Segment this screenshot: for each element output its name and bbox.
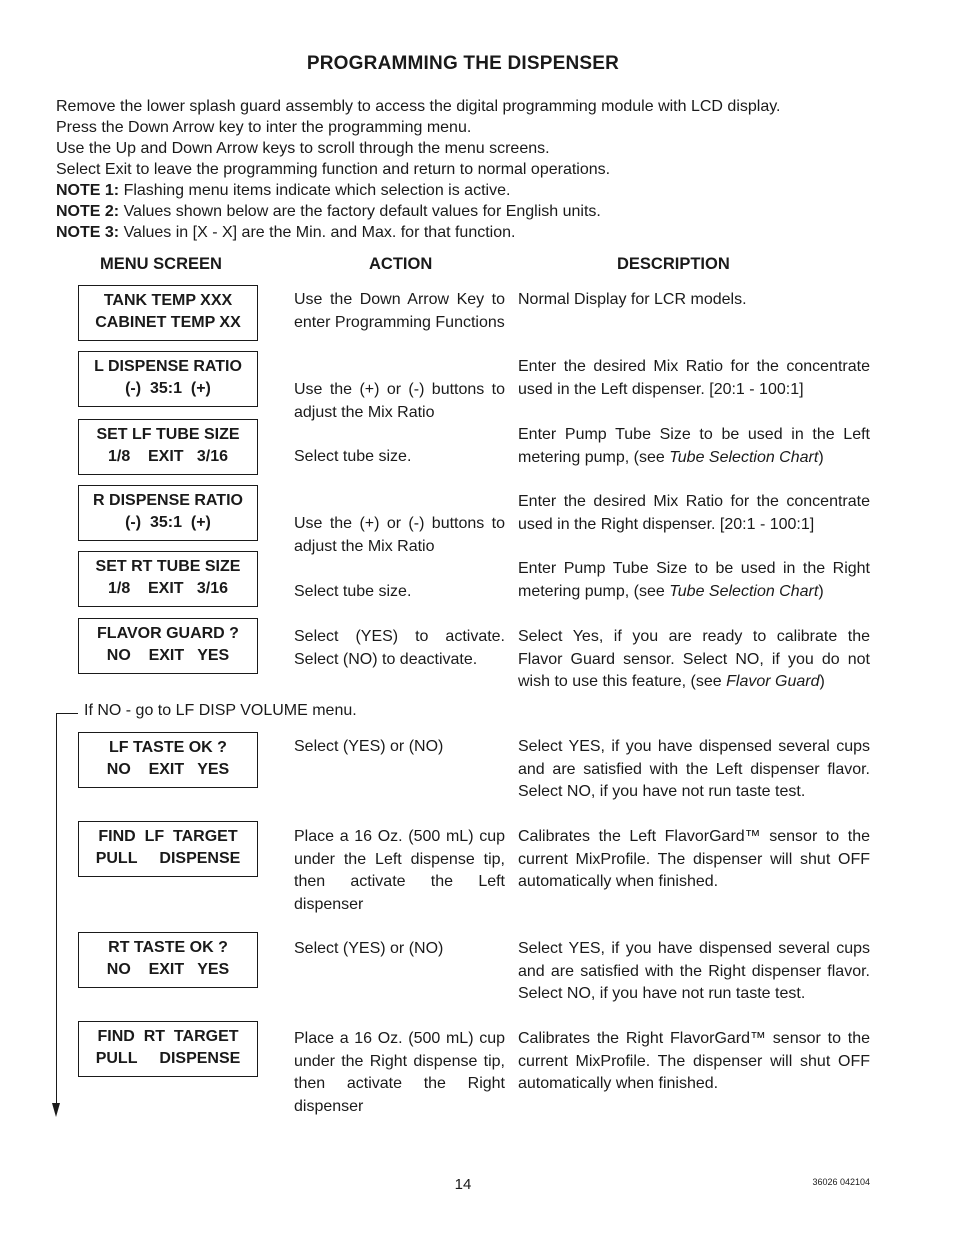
action-text: Select (YES) to activate. Select (NO) to deactivate. — [294, 628, 505, 668]
action-text: Place a 16 Oz. (500 mL) cup under the Right dispense tip, then activate the Right dispenser — [294, 1030, 505, 1115]
lcd-screen-flavor-guard: FLAVOR GUARD ? NO EXIT YES — [78, 618, 258, 674]
description-text — [518, 558, 870, 603]
note-label: NOTE 2: — [56, 203, 120, 220]
note-text: Values in [X - X] are the Min. and Max. for that function. — [119, 224, 516, 241]
reference-link-tube-selection-chart: Tube Selection Chart — [669, 448, 819, 466]
lcd-screen-l-dispense-ratio: L DISPENSE RATIO (-) 35:1 (+) — [78, 351, 258, 407]
intro-line: Use the Up and Down Arrow keys to scroll through the menu screens. — [56, 140, 550, 157]
flow-line-horizontal — [56, 713, 78, 714]
flow-note: If NO - go to LF DISP VOLUME menu. — [84, 702, 357, 719]
page-title: PROGRAMMING THE DISPENSER — [306, 53, 620, 74]
description-part: ) — [819, 673, 825, 690]
action-text: Place a 16 Oz. (500 mL) cup under the Left dispense tip, then activate the Left dispenser — [294, 828, 505, 913]
flow-line-vertical — [56, 713, 57, 1105]
action-text: Use the (+) or (-) buttons to adjust the Mix Ratio — [294, 381, 505, 421]
lcd-screen-rt-taste-ok: RT TASTE OK ? NO EXIT YES — [78, 932, 258, 988]
header-menu-screen: MENU SCREEN — [100, 255, 222, 273]
note-label: NOTE 3: — [56, 224, 120, 241]
description-part: ) — [818, 582, 824, 600]
reference-link-flavor-guard: Flavor Guard — [726, 673, 820, 690]
header-action: ACTION — [369, 255, 433, 273]
header-description: DESCRIPTION — [617, 255, 730, 273]
lcd-screen-find-rt-target: FIND RT TARGET PULL DISPENSE — [78, 1021, 258, 1077]
description-part: Select Yes, if you are ready to calibrate the Flavor Guard sensor. Select NO, if you do not wish to use this feature, (see — [518, 628, 870, 690]
description-text: Enter the desired Mix Ratio for the concentrate used in the Left dispenser. [20:1 - 100:1] — [518, 358, 870, 398]
description-part: Enter Pump Tube Size to be used in the Left metering pump, (see — [518, 426, 870, 466]
action-text: Select tube size. — [294, 583, 412, 600]
description-part: ) — [818, 448, 824, 466]
description-part: Enter Pump Tube Size to be used in the Right metering pump, (see — [518, 560, 870, 600]
description-text — [518, 626, 870, 694]
note-2 — [56, 201, 916, 222]
note-label: NOTE 1: — [56, 182, 120, 199]
lcd-screen-r-dispense-ratio: R DISPENSE RATIO (-) 35:1 (+) — [78, 485, 258, 541]
note-3 — [56, 222, 916, 243]
lcd-screen-find-lf-target: FIND LF TARGET PULL DISPENSE — [78, 821, 258, 877]
note-1 — [56, 180, 916, 201]
description-text: Normal Display for LCR models. — [518, 291, 747, 308]
description-text — [518, 424, 870, 469]
description-text: Select YES, if you have dispensed several cups and are satisfied with the Right dispenser flavor. Select NO, if you have not run taste test. — [518, 940, 870, 1002]
intro-line: Remove the lower splash guard assembly to access the digital programming module with LCD display. — [56, 98, 781, 115]
intro-line: Press the Down Arrow key to inter the programming menu. — [56, 119, 472, 136]
action-text: Select tube size. — [294, 448, 412, 465]
action-text: Use the (+) or (-) buttons to adjust the Mix Ratio — [294, 515, 505, 555]
lcd-screen-set-lf-tube-size: SET LF TUBE SIZE 1/8 EXIT 3/16 — [78, 419, 258, 475]
action-text: Use the Down Arrow Key to enter Programming Functions — [294, 291, 505, 331]
description-text: Enter the desired Mix Ratio for the concentrate used in the Right dispenser. [20:1 - 100:1] — [518, 493, 870, 533]
document-code: 36026 042104 — [812, 1177, 870, 1187]
note-text: Values shown below are the factory default values for English units. — [119, 203, 601, 220]
lcd-screen-tank-temp: TANK TEMP XXX CABINET TEMP XX — [78, 285, 258, 341]
intro-block — [56, 96, 916, 243]
lcd-screen-set-rt-tube-size: SET RT TUBE SIZE 1/8 EXIT 3/16 — [78, 551, 258, 607]
down-arrow-icon — [52, 1103, 60, 1117]
page-number: 14 — [454, 1176, 472, 1193]
description-text: Calibrates the Right FlavorGard™ sensor to the current MixProfile. The dispenser will shut OFF automatically when finished. — [518, 1030, 870, 1092]
lcd-screen-lf-taste-ok: LF TASTE OK ? NO EXIT YES — [78, 732, 258, 788]
action-text: Select (YES) or (NO) — [294, 940, 444, 957]
description-text: Calibrates the Left FlavorGard™ sensor to the current MixProfile. The dispenser will shut OFF automatically when finished. — [518, 828, 870, 890]
intro-line: Select Exit to leave the programming function and return to normal operations. — [56, 161, 611, 178]
note-text: Flashing menu items indicate which selection is active. — [119, 182, 511, 199]
action-text: Select (YES) or (NO) — [294, 738, 444, 755]
reference-link-tube-selection-chart: Tube Selection Chart — [669, 582, 819, 600]
description-text: Select YES, if you have dispensed several cups and are satisfied with the Left dispenser flavor. Select NO, if you have not run taste test. — [518, 738, 870, 800]
